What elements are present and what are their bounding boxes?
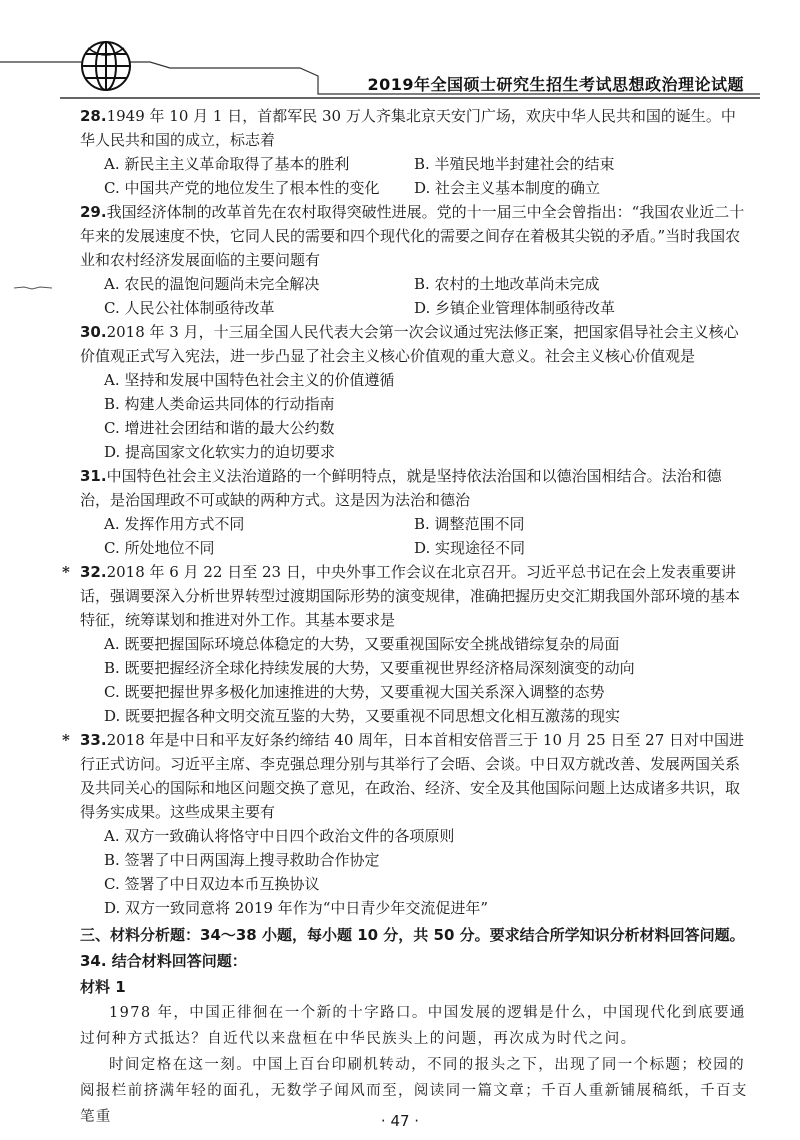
options [80,272,750,320]
option-a: A. 既要把握国际环境总体稳定的大势，又要重视国际安全挑战错综复杂的局面 [104,635,620,653]
margin-scribble [14,282,54,294]
question-stem: 2018 年是中日和平友好条约缔结 40 周年，日本首相安倍晋三于 10 月 25 日至 27 日对中国进行正式访问。习近平主席、李克强总理分别与其举行了会晤、会谈。中日双方就改善、发展两国关系及共同关心的国际和地区问题交换了意见，在政治、经济、安全及其他国际问题上达成诸多共识，取得务实成果。这些成果主要有 [80,731,745,821]
option-d: D. 双方一致同意将 2019 年作为“中日青少年交流促进年” [104,899,489,917]
question-32 [62,560,750,728]
question-number: 28. [80,107,107,125]
material-paragraph: 1978 年，中国正徘徊在一个新的十字路口。中国发展的逻辑是什么，中国现代化到底要通过何种方式抵达？自近代以来盘桓在中华民族头上的问题，再次成为时代之问。 [80,1005,746,1047]
material-paragraph: 时间定格在这一刻。中国上百台印刷机转动，不同的报头之下，出现了同一个标题；校园的阅报栏前挤满年轻的面孔，无数学子闻风而至，阅读同一篇文章；千百人重新铺展稿纸，千百支笔重 [80,1057,748,1125]
material-text [80,1000,750,1130]
question-33 [62,728,750,920]
option-a: A. 双方一致确认将恪守中日四个政治文件的各项原则 [104,827,455,845]
option-d: D. 既要把握各种文明交流互鉴的大势，又要重视不同思想文化相互激荡的现实 [104,707,621,725]
globe-icon [78,38,134,94]
question-number: 30. [80,323,107,341]
option-a: A. 坚持和发展中国特色社会主义的价值遵循 [104,371,395,389]
option-d: D. 实现途径不同 [414,539,526,557]
question-28 [80,104,750,200]
option-c: C. 增进社会团结和谐的最大公约数 [104,419,335,437]
option-d: D. 社会主义基本制度的确立 [414,179,601,197]
options [80,632,750,728]
options [80,824,750,920]
page-content [62,104,750,1130]
option-c: C. 中国共产党的地位发生了根本性的变化 [104,179,380,197]
option-b: B. 构建人类命运共同体的行动指南 [104,395,335,413]
option-c: C. 签署了中日双边本币互换协议 [104,875,320,893]
running-title: 2019年全国硕士研究生招生考试思想政治理论试题 [367,75,744,94]
option-c: C. 既要把握世界多极化加速推进的大势，又要重视大国关系深入调整的态势 [104,683,605,701]
options [80,368,750,464]
option-b: B. 既要把握经济全球化持续发展的大势，又要重视世界经济格局深刻演变的动向 [104,659,635,677]
option-a: A. 新民主主义革命取得了基本的胜利 [104,155,350,173]
question-stem: 2018 年 3 月，十三届全国人民代表大会第一次会议通过宪法修正案，把国家倡导社会主义核心价值观正式写入宪法，进一步凸显了社会主义核心价值观的重大意义。社会主义核心价值观是 [80,323,739,365]
options [80,512,750,560]
option-b: B. 农村的土地改革尚未完成 [414,275,600,293]
option-b: B. 签署了中日两国海上搜寻救助合作协定 [104,851,380,869]
option-c: C. 人民公社体制亟待改革 [104,299,275,317]
option-d: D. 提高国家文化软实力的迫切要求 [104,443,336,461]
option-b: B. 半殖民地半封建社会的结束 [414,155,615,173]
option-b: B. 调整范围不同 [414,515,525,533]
option-d: D. 乡镇企业管理体制亟待改革 [414,299,616,317]
question-stem: 1949 年 10 月 1 日，首都军民 30 万人齐集北京天安门广场，欢庆中华人民共和国的诞生。中华人民共和国的成立，标志着 [80,107,736,149]
starred-marker: * [62,563,70,581]
question-30 [80,320,750,464]
question-stem: 2018 年 6 月 22 日至 23 日，中央外事工作会议在北京召开。习近平总书记在会上发表重要讲话，强调要深入分析世界转型过渡期国际形势的演变规律，准确把握历史交汇期我国外部环境的基本特征，统筹谋划和推进对外工作。其基本要求是 [80,563,741,629]
question-stem: 中国特色社会主义法治道路的一个鲜明特点，就是坚持依法治国和以德治国相结合。法治和德治，是治国理政不可或缺的两种方式。这是因为法治和德治 [80,467,722,509]
question-34-title: 34. 结合材料回答问题： [80,952,247,970]
question-number: 31. [80,467,107,485]
options [80,152,750,200]
question-29 [80,200,750,320]
question-stem: 我国经济体制的改革首先在农村取得突破性进展。党的十一届三中全会曾指出：“我国农业近二十年来的发展速度不快，它同人民的需要和四个现代化的需要之间存在着极其尖锐的矛盾。”当时我国农业和农村经济发展面临的主要问题有 [80,203,745,269]
option-c: C. 所处地位不同 [104,539,215,557]
question-number: 29. [80,203,107,221]
page-header [0,0,800,100]
question-number: 32. [80,563,107,581]
section-heading: 三、材料分析题：34～38 小题，每小题 10 分，共 50 分。要求结合所学知识分析材料回答问题。 [80,926,745,944]
page-number: · 47 · [380,1112,420,1130]
option-a: A. 农民的温饱问题尚未完全解决 [104,275,320,293]
question-31 [80,464,750,560]
option-a: A. 发挥作用方式不同 [104,515,245,533]
starred-marker: * [62,731,70,749]
question-number: 33. [80,731,107,749]
material-label: 材料 1 [80,978,126,996]
